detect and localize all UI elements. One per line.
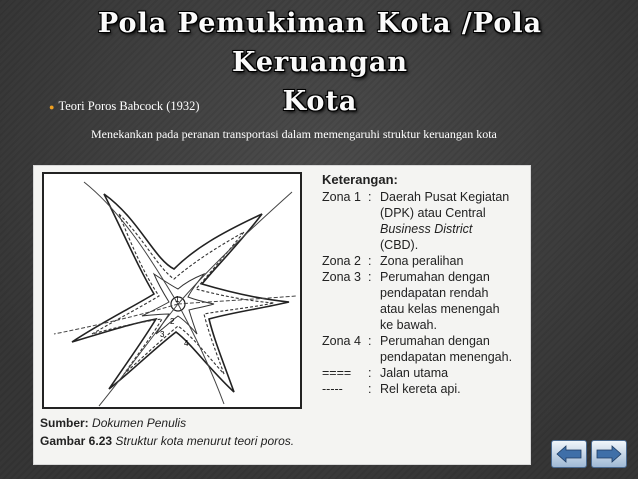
caption-label: Gambar 6.23 bbox=[40, 434, 113, 448]
legend-value bbox=[380, 269, 522, 333]
legend-key: Zona 4 bbox=[322, 334, 361, 348]
legend-value bbox=[380, 365, 522, 381]
legend-key: ==== bbox=[322, 366, 352, 380]
legend-key: Zona 3 bbox=[322, 270, 361, 284]
legend-sep: : bbox=[368, 254, 372, 268]
arrow-left-icon bbox=[552, 441, 586, 467]
legend-line: (DPK) atau Central bbox=[380, 206, 486, 220]
legend-sep: : bbox=[368, 270, 372, 284]
legend-sep: : bbox=[368, 190, 372, 204]
sub-bullet-text: Menekankan pada peranan transportasi dalam memengaruhi struktur keruangan kota bbox=[91, 127, 497, 141]
zone-label-2: 2 bbox=[170, 317, 175, 326]
legend-sep: : bbox=[368, 382, 372, 396]
legend-row bbox=[322, 333, 522, 365]
legend-key: Zona 2 bbox=[322, 254, 361, 268]
legend-row bbox=[322, 189, 522, 253]
zone-label-3: 3 bbox=[160, 330, 165, 339]
legend-line: Daerah Pusat Kegiatan bbox=[380, 190, 510, 204]
legend-line: Jalan utama bbox=[380, 366, 449, 380]
legend-row bbox=[322, 253, 522, 269]
slide-title-line-1: Pola Pemukiman Kota /Pola Keruangan bbox=[97, 8, 543, 78]
figure-caption bbox=[40, 434, 294, 448]
legend-sep: : bbox=[368, 334, 372, 348]
legend-line: (CBD). bbox=[380, 238, 419, 252]
legend-line: atau kelas menengah bbox=[380, 302, 500, 316]
bullet-marker-icon: ● bbox=[49, 102, 55, 112]
zone-4-boundary bbox=[72, 194, 289, 392]
legend-key: ----- bbox=[322, 382, 343, 396]
figure-source bbox=[40, 416, 186, 430]
bullet-item bbox=[49, 99, 200, 114]
legend-line: pendapatan menengah. bbox=[380, 350, 513, 364]
source-label: Sumber: bbox=[40, 416, 89, 430]
zone-label-1: 1 bbox=[175, 295, 180, 304]
prev-slide-button[interactable] bbox=[551, 440, 587, 468]
legend-line: Rel kereta api. bbox=[380, 382, 461, 396]
legend-row bbox=[322, 381, 522, 397]
legend-line: pendapatan rendah bbox=[380, 286, 489, 300]
legend-value bbox=[380, 381, 522, 397]
next-slide-button[interactable] bbox=[591, 440, 627, 468]
legend-value bbox=[380, 189, 522, 253]
legend-value bbox=[380, 333, 522, 365]
bullet-text: Teori Poros Babcock (1932) bbox=[58, 99, 200, 113]
zone-3-boundary bbox=[92, 214, 274, 374]
slide-title-line-2: Kota bbox=[282, 86, 358, 117]
zone-label-4: 4 bbox=[184, 339, 189, 348]
legend-sep: : bbox=[368, 366, 372, 380]
star-map-drawing bbox=[44, 174, 300, 407]
caption-text: Struktur kota menurut teori poros. bbox=[115, 434, 295, 448]
legend-line: Perumahan dengan bbox=[380, 334, 490, 348]
legend-line: ke bawah. bbox=[380, 318, 437, 332]
legend-row bbox=[322, 365, 522, 381]
legend-line: Business District bbox=[380, 222, 473, 236]
legend bbox=[322, 172, 522, 397]
legend-line: Zona peralihan bbox=[380, 254, 464, 268]
legend-row bbox=[322, 269, 522, 333]
legend-line: Perumahan dengan bbox=[380, 270, 490, 284]
arrow-right-icon bbox=[592, 441, 626, 467]
main-road bbox=[84, 182, 292, 304]
legend-title: Keterangan: bbox=[322, 172, 398, 187]
source-value: Dokumen Penulis bbox=[92, 416, 187, 430]
babcock-star-map bbox=[42, 172, 302, 409]
figure-panel bbox=[33, 165, 531, 465]
legend-value bbox=[380, 253, 522, 269]
legend-key: Zona 1 bbox=[322, 190, 361, 204]
